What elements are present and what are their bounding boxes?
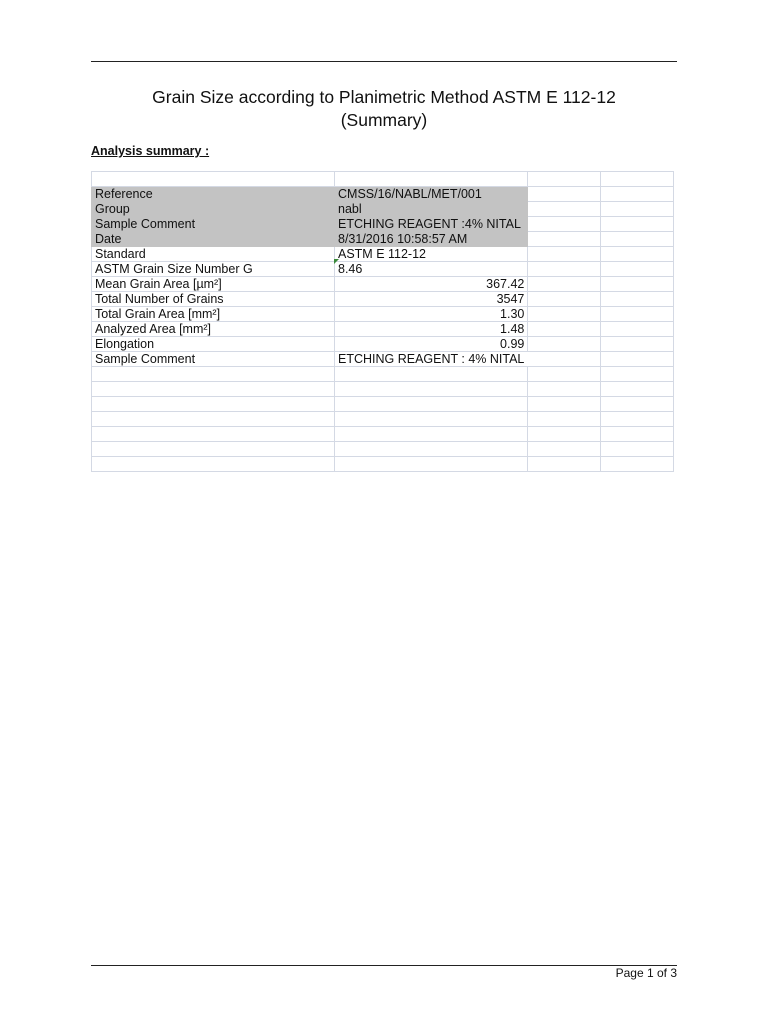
row-label: Total Number of Grains <box>92 292 335 307</box>
table-row-empty <box>92 442 674 457</box>
table-row <box>92 352 674 367</box>
row-value: nabl <box>335 202 528 217</box>
row-value: 3547 <box>335 292 528 307</box>
row-label: Group <box>92 202 335 217</box>
table-row-empty <box>92 412 674 427</box>
table-row-empty <box>92 382 674 397</box>
row-value: CMSS/16/NABL/MET/001 <box>335 187 528 202</box>
row-value: 8/31/2016 10:58:57 AM <box>335 232 528 247</box>
row-value: ETCHING REAGENT : 4% NITAL <box>335 352 528 367</box>
row-value: ASTM E 112-12 <box>335 247 528 262</box>
row-label: Date <box>92 232 335 247</box>
row-label: Total Grain Area [mm²] <box>92 307 335 322</box>
table-row-empty <box>92 367 674 382</box>
row-value-cell <box>335 262 528 277</box>
row-label: Standard <box>92 247 335 262</box>
table-row <box>92 232 674 247</box>
table-row-empty <box>92 397 674 412</box>
section-label: Analysis summary : <box>91 144 210 158</box>
row-label: Analyzed Area [mm²] <box>92 322 335 337</box>
row-value: 1.30 <box>335 307 528 322</box>
table-row <box>92 247 674 262</box>
row-label: Mean Grain Area [µm²] <box>92 277 335 292</box>
table-row <box>92 322 674 337</box>
row-value: 1.48 <box>335 322 528 337</box>
footer-rule <box>91 965 677 966</box>
table-row <box>92 307 674 322</box>
table-row <box>92 217 674 232</box>
page-number: Page 1 of 3 <box>615 966 677 980</box>
row-label: Sample Comment <box>92 352 335 367</box>
title-line-1: Grain Size according to Planimetric Method ASTM E 112-12 <box>152 87 616 107</box>
table-row <box>92 292 674 307</box>
title-line-2: (Summary) <box>340 110 428 130</box>
table-row <box>92 187 674 202</box>
cell-marker-icon <box>334 259 339 264</box>
row-value: ETCHING REAGENT :4% NITAL <box>335 217 528 232</box>
table-row-empty <box>92 427 674 442</box>
header-rule <box>91 61 677 62</box>
row-value: 8.46 <box>338 262 363 276</box>
table-row <box>92 262 674 277</box>
row-label: Elongation <box>92 337 335 352</box>
table-row <box>92 277 674 292</box>
summary-table <box>91 171 674 472</box>
row-value: 367.42 <box>335 277 528 292</box>
row-value: 0.99 <box>335 337 528 352</box>
table-row <box>92 337 674 352</box>
table-row <box>92 202 674 217</box>
row-label: Sample Comment <box>92 217 335 232</box>
row-label: Reference <box>92 187 335 202</box>
table-row-empty <box>92 172 674 187</box>
row-label: ASTM Grain Size Number G <box>92 262 335 277</box>
document-title <box>91 86 677 132</box>
table-row-empty <box>92 457 674 472</box>
